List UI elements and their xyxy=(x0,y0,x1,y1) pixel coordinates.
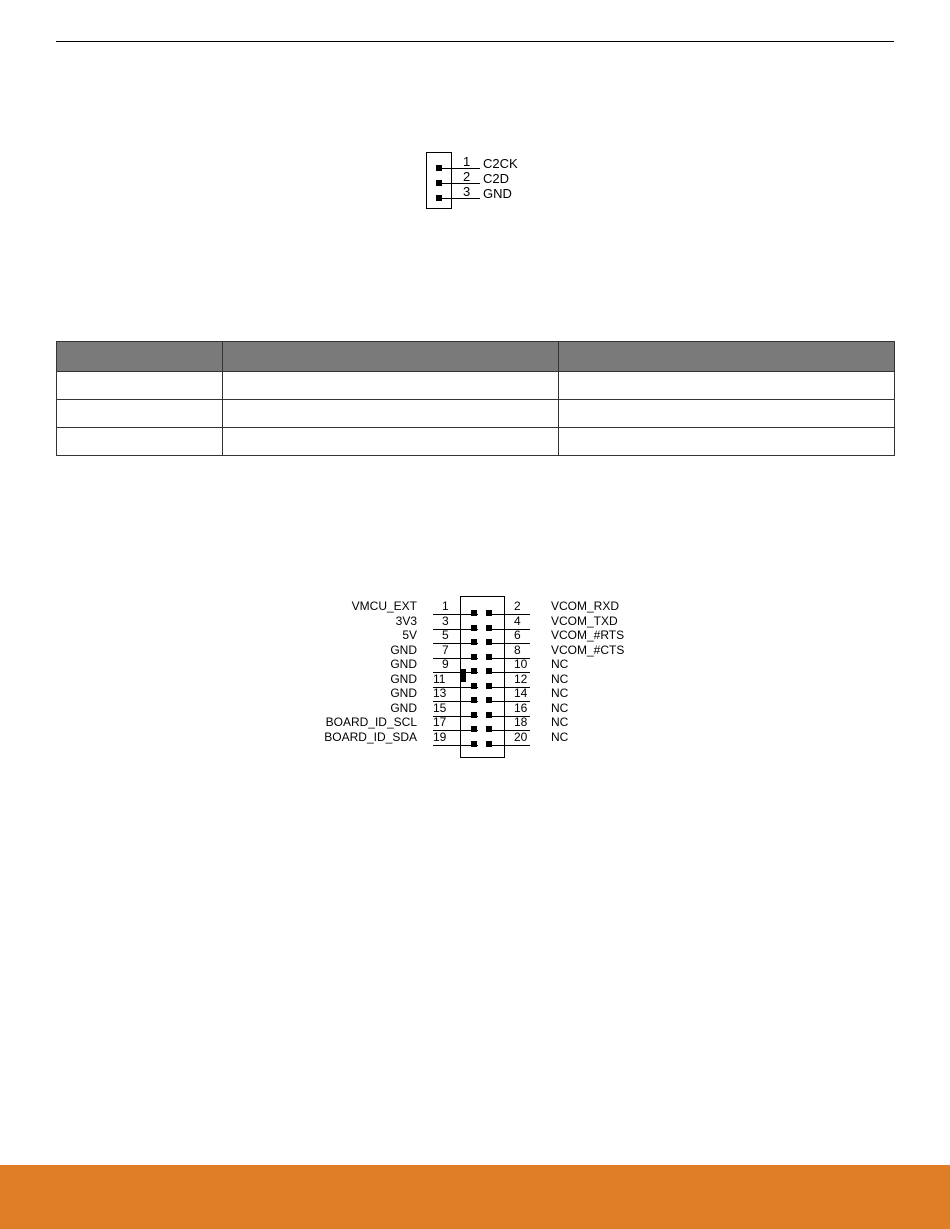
right-pin-lead-line xyxy=(492,614,530,615)
pin-lead-line xyxy=(442,183,480,184)
pin-square-icon xyxy=(486,712,492,718)
pin-square-icon xyxy=(486,610,492,616)
right-pin-signal-label: VCOM_RXD xyxy=(551,599,620,613)
left-pin-signal-label: 5V xyxy=(402,628,417,642)
pin-square-icon xyxy=(486,639,492,645)
pin-table xyxy=(56,341,895,456)
right-pin-signal-label: NC xyxy=(551,686,569,700)
pin-square-icon xyxy=(486,726,492,732)
right-pin-signal-label: VCOM_#RTS xyxy=(551,628,625,642)
left-pin-signal-label: BOARD_ID_SCL xyxy=(325,715,417,729)
left-pin-signal-label: GND xyxy=(390,642,417,657)
pin-lead-line xyxy=(442,198,480,199)
table-cell xyxy=(559,400,895,428)
table-header-cell xyxy=(559,342,895,372)
left-pin-number: 19 xyxy=(433,729,447,744)
table-row xyxy=(57,400,895,428)
table-cell xyxy=(57,372,223,400)
right-pin-number: 10 xyxy=(514,657,528,671)
pin-square-icon xyxy=(471,726,477,732)
pin-square-icon xyxy=(471,683,477,689)
pin-square-icon xyxy=(486,668,492,674)
pin-lead-line xyxy=(442,168,480,169)
polarity-key-mark xyxy=(460,669,466,682)
table-cell xyxy=(223,372,559,400)
pin-square-icon xyxy=(471,668,477,674)
table-header-cell xyxy=(223,342,559,372)
left-pin-signal-label: BOARD_ID_SDA xyxy=(324,729,417,744)
left-pin-number: 13 xyxy=(433,686,447,700)
left-pin-signal-label: GND xyxy=(390,700,417,715)
right-pin-lead-line xyxy=(492,643,530,644)
right-pin-number: 18 xyxy=(514,715,528,729)
footer-bar xyxy=(0,1165,950,1229)
expansion-header-body xyxy=(460,596,505,758)
left-pin-signal-label: 3V3 xyxy=(395,613,417,628)
right-pin-number: 2 xyxy=(514,599,521,613)
pin-square-icon xyxy=(471,610,477,616)
pin-signal-label: GND xyxy=(483,186,512,201)
right-pin-signal-label: VCOM_TXD xyxy=(551,613,618,628)
pin-square-icon xyxy=(471,712,477,718)
table-header-cell xyxy=(57,342,223,372)
pin-square-icon xyxy=(471,741,477,747)
left-pin-number: 7 xyxy=(442,642,449,657)
pin-square-icon xyxy=(486,697,492,703)
left-pin-signal-label: GND xyxy=(390,686,417,700)
right-pin-number: 6 xyxy=(514,628,521,642)
left-pin-number: 3 xyxy=(442,613,449,628)
left-pin-signal-label: GND xyxy=(390,671,417,686)
right-pin-number: 16 xyxy=(514,700,528,715)
right-pin-number: 8 xyxy=(514,642,521,657)
pin-number: 2 xyxy=(463,169,471,184)
pin-square-icon xyxy=(486,654,492,660)
pin-square-icon xyxy=(471,639,477,645)
left-pin-number: 15 xyxy=(433,700,447,715)
table-cell xyxy=(559,372,895,400)
left-pin-number: 5 xyxy=(442,628,449,642)
right-pin-signal-label: NC xyxy=(551,657,569,671)
table-cell xyxy=(57,400,223,428)
right-pin-number: 14 xyxy=(514,686,528,700)
table-row xyxy=(57,372,895,400)
table-cell xyxy=(559,428,895,456)
pin-signal-label: C2CK xyxy=(483,156,518,171)
left-pin-number: 1 xyxy=(442,599,449,613)
table-row xyxy=(57,428,895,456)
pin-square-icon xyxy=(471,697,477,703)
expansion-header-diagram xyxy=(300,590,660,765)
pin-signal-label: C2D xyxy=(483,171,510,186)
right-pin-signal-label: NC xyxy=(551,671,569,686)
right-pin-number: 12 xyxy=(514,671,528,686)
left-pin-signal-label: VMCU_EXT xyxy=(351,599,417,613)
right-pin-number: 4 xyxy=(514,613,521,628)
left-pin-signal-label: GND xyxy=(390,657,417,671)
pin-square-icon xyxy=(486,625,492,631)
pin-number: 3 xyxy=(463,184,471,199)
right-pin-number: 20 xyxy=(514,729,528,744)
right-pin-signal-label: NC xyxy=(551,715,569,729)
right-pin-signal-label: VCOM_#CTS xyxy=(551,642,625,657)
left-pin-number: 17 xyxy=(433,715,447,729)
right-pin-signal-label: NC xyxy=(551,729,569,744)
right-pin-lead-line xyxy=(492,629,530,630)
left-pin-number: 9 xyxy=(442,657,449,671)
table-cell xyxy=(223,400,559,428)
left-pin-number: 11 xyxy=(433,671,446,686)
pin-square-icon xyxy=(471,625,477,631)
pin-square-icon xyxy=(471,654,477,660)
table-cell xyxy=(223,428,559,456)
right-pin-lead-line xyxy=(492,745,530,746)
right-pin-signal-label: NC xyxy=(551,700,569,715)
pin-square-icon xyxy=(486,683,492,689)
header-rule xyxy=(56,41,894,42)
table-header-row xyxy=(57,342,895,372)
pin-square-icon xyxy=(486,741,492,747)
pin-number: 1 xyxy=(463,154,471,169)
debug-header-diagram xyxy=(400,148,560,218)
table-cell xyxy=(57,428,223,456)
